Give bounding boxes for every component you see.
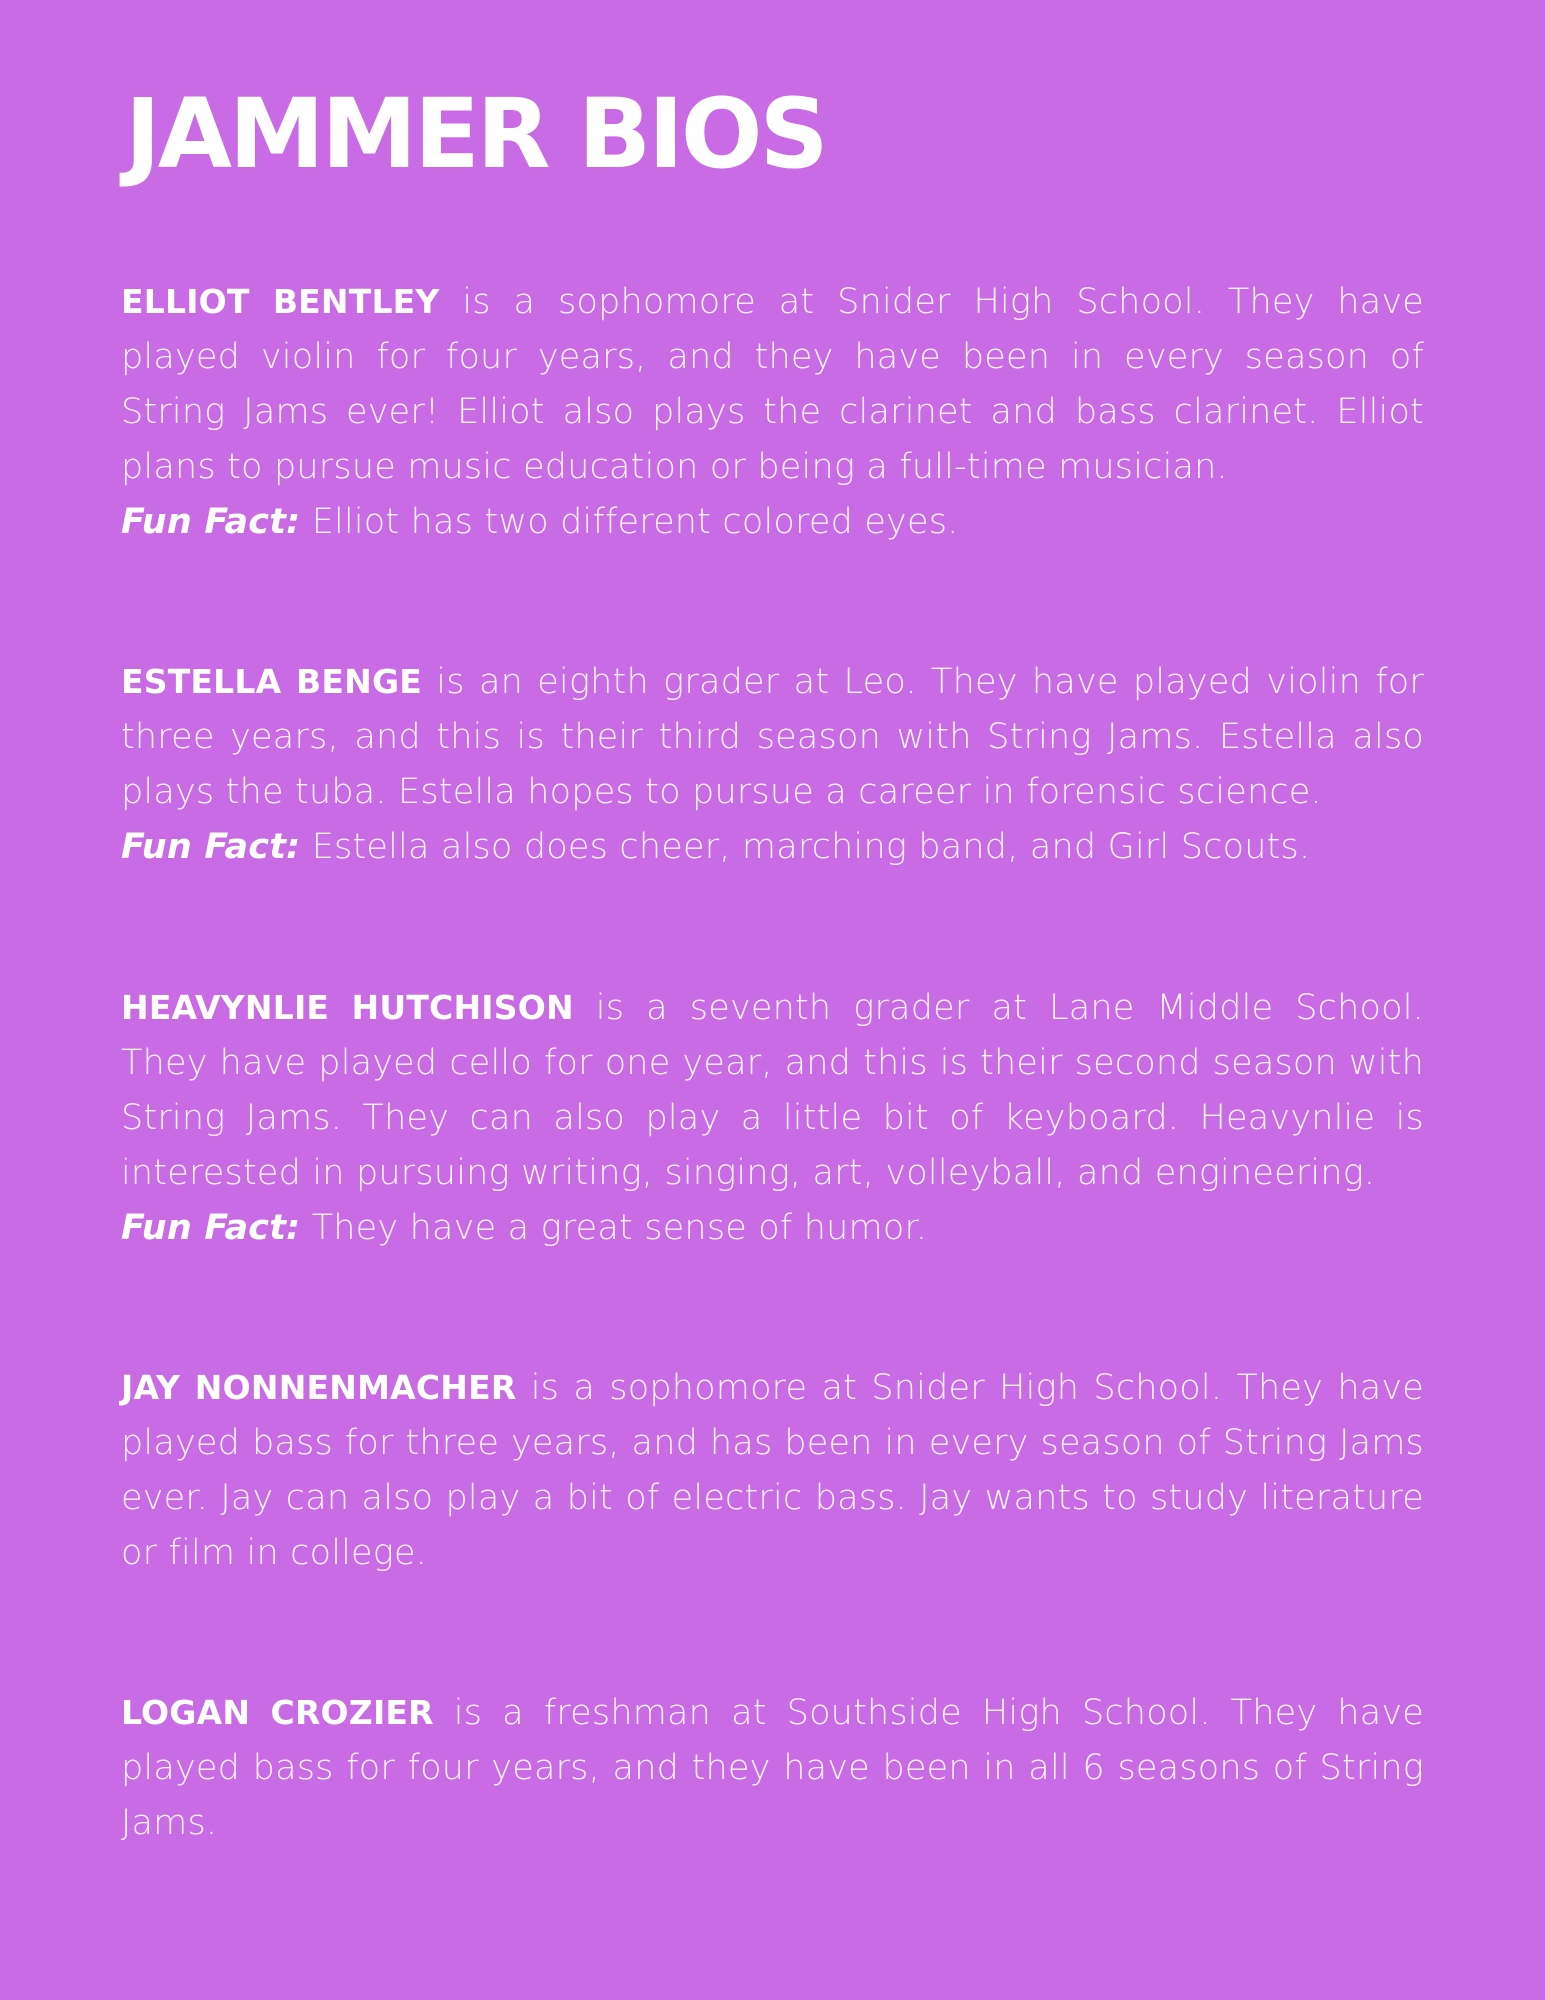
bio-name: JAY NONNENMACHER [121, 1368, 517, 1407]
fun-fact-label: Fun Fact: [121, 827, 301, 867]
fun-fact-text: Estella also does cheer, marching band, and Girl Scouts. [300, 827, 1311, 867]
bio-elliot-bentley [121, 274, 1424, 550]
bio-paragraph [121, 1685, 1424, 1851]
bio-text: is an eighth grader at Leo. They have played violin for three years, and this is their third season with String Jams. Estella also plays the tuba. Estella hopes to pursue a career in forensic science. [121, 662, 1424, 812]
bio-logan-crozier [121, 1685, 1424, 1851]
bio-text: is a sophomore at Snider High School. They have played bass for three years, and has been in every season of String Jams ever. Jay can also play a bit of electric bass. Jay wants to study literature or film in college. [121, 1368, 1424, 1573]
bio-name: HEAVYNLIE HUTCHISON [121, 988, 574, 1027]
bio-paragraph [121, 654, 1424, 820]
bio-name: LOGAN CROZIER [121, 1693, 434, 1732]
bio-paragraph [121, 274, 1424, 495]
bio-jay-nonnenmacher [121, 1360, 1424, 1581]
bio-name: ELLIOT BENTLEY [121, 282, 440, 321]
page-title: JAMMER BIOS [125, 78, 826, 190]
bio-text: is a seventh grader at Lane Middle School. They have played cello for one year, and this is their second season with String Jams. They can also play a little bit of keyboard. Heavynlie is interested in pursuing writing, singing, art, volleyball, and engineering. [121, 988, 1424, 1193]
fun-fact-label: Fun Fact: [121, 502, 301, 542]
bio-text: is a freshman at Southside High School. They have played bass for four years, and they have been in all 6 seasons of String Jams. [121, 1693, 1424, 1843]
fun-fact-label: Fun Fact: [121, 1208, 301, 1248]
bio-estella-benge [121, 654, 1424, 875]
fun-fact-text: Elliot has two different colored eyes. [300, 502, 959, 542]
fun-fact [121, 495, 1424, 550]
bio-heavynlie-hutchison [121, 980, 1424, 1256]
fun-fact-text: They have a great sense of humor. [300, 1208, 928, 1248]
bio-name: ESTELLA BENGE [121, 662, 422, 701]
fun-fact [121, 820, 1424, 875]
bio-text: is a sophomore at Snider High School. They have played violin for four years, and they have been in every season of String Jams ever! Elliot also plays the clarinet and bass clarinet. Elliot plans to pursue music education or being a full-time musician. [121, 282, 1424, 487]
bio-paragraph [121, 980, 1424, 1201]
fun-fact [121, 1201, 1424, 1256]
bio-paragraph [121, 1360, 1424, 1581]
